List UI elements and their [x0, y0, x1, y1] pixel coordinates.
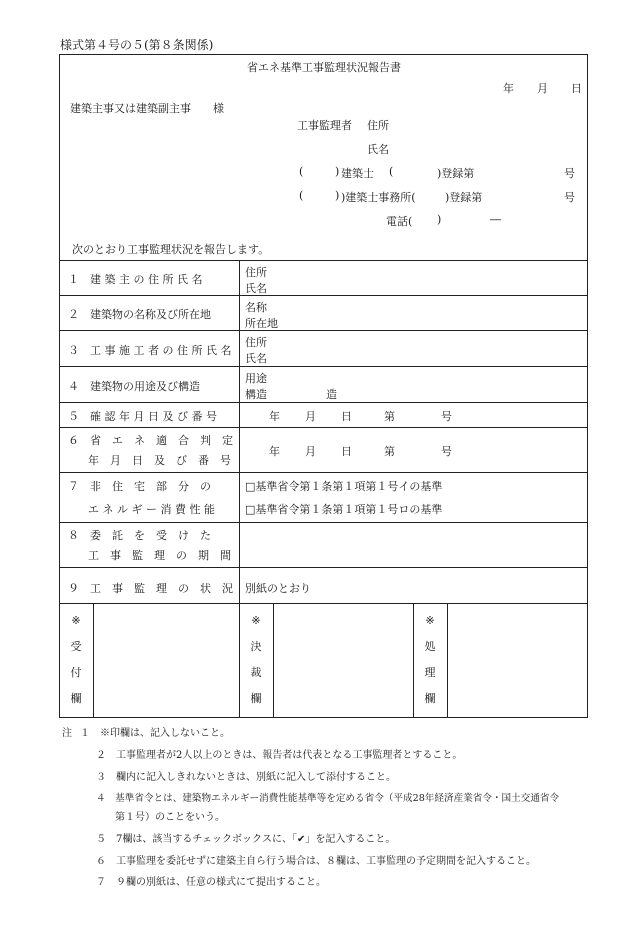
notes-prefix: 注 [62, 728, 72, 739]
row5-label: ５ 確 認 年 月 日 及 び 番 号 [68, 410, 217, 423]
date-day: 日 [571, 82, 582, 95]
jimusho-touroku: )登録第 [445, 191, 483, 204]
kenchikushi-paren-open: ( [299, 165, 304, 178]
row5-day: 日 [341, 410, 352, 423]
row4-label: ４ 建築物の用途及び構造 [68, 380, 200, 393]
jimusho-paren-close: ) [335, 189, 340, 202]
shori-column [420, 608, 440, 712]
kessai-char-1: 決 [250, 640, 262, 653]
kessai-char-3: 欄 [250, 692, 262, 705]
row4-sub1: 用途 [245, 372, 267, 385]
note-4b: 第１号）のことをいう。 [115, 812, 225, 823]
kenchikushi-paren-open-2: ( [389, 165, 394, 178]
row4-sub2: 構造 [245, 388, 267, 401]
kessai-char-2: 裁 [250, 666, 262, 679]
shori-char-3: 欄 [424, 692, 436, 705]
shori-char-2: 理 [424, 666, 436, 679]
reporter-kanri-label: 工事監理者 [297, 119, 352, 132]
uketsuke-column [66, 608, 86, 712]
shori-mark: ※ [425, 614, 435, 627]
intro-text: 次のとおり工事監理状況を報告します。 [72, 243, 270, 256]
shori-char-1: 処 [424, 640, 436, 653]
reporter-address-label: 住所 [367, 119, 389, 132]
row7-option-2[interactable]: □基準省令第１条第１項第１号ロの基準 [245, 503, 443, 516]
note-2: ２ 工事監理者が2人以上のときは、報告者は代表となる工事監理者とすること。 [96, 750, 463, 761]
jimusho-label: )建築士事務所( [341, 191, 416, 204]
row1-label: １ 建 築 主 の 住 所 氏 名 [68, 273, 203, 286]
kenchikushi-go: 号 [564, 167, 575, 180]
reporter-name-label: 氏名 [367, 143, 389, 156]
note-4a: ４ 基準省令とは、建築物エネルギー消費性能基準等を定める省令（平成28年経済産業省令・国土交通省令 [96, 793, 560, 804]
row2-label: ２ 建築物の名称及び所在地 [68, 308, 211, 321]
row9-label: ９ 工 事 監 理 の 状 況 [68, 582, 233, 595]
row5-dai: 第 [384, 410, 395, 423]
row7-option-1[interactable]: □基準省令第１条第１項第１号イの基準 [245, 480, 443, 493]
note-6: ６ 工事監理を委託せずに建築主自ら行う場合は、８欄は、工事監理の予定期間を記入すること。 [96, 856, 536, 867]
row1-sub2: 氏名 [245, 282, 267, 295]
row4-zou: 造 [326, 388, 337, 401]
row3-sub2: 氏名 [245, 352, 267, 365]
row6-day: 日 [341, 445, 352, 458]
row6-dai: 第 [384, 445, 395, 458]
kenchikushi-touroku: )登録第 [437, 167, 475, 180]
kessai-mark: ※ [251, 614, 261, 627]
row2-sub1: 名称 [245, 301, 267, 314]
note-1: １ ※印欄は、記入しないこと。 [80, 728, 230, 739]
row8-label-2: 工 事 監 理 の 期 間 [88, 549, 231, 562]
row5-go: 号 [441, 410, 452, 423]
date-year: 年 [503, 82, 514, 95]
row9-value: 別紙のとおり [245, 582, 311, 595]
row5-month: 月 [305, 410, 316, 423]
row3-label: ３ 工 事 施 工 者 の 住 所 氏 名 [68, 344, 232, 357]
date-month: 月 [537, 82, 548, 95]
note-3: ３ 欄内に記入しきれないときは、別紙に記入して添付すること。 [96, 772, 396, 783]
row8-label-1: ８ 委 託 を 受 け た [68, 529, 211, 542]
phone-dash: ― [490, 213, 501, 226]
kessai-column [246, 608, 266, 712]
row6-label-2: 年 月 日 及 び 番 号 [88, 454, 231, 467]
uketsuke-char-1: 受 [70, 640, 82, 653]
row7-label-1: ７ 非 住 宅 部 分 の [68, 480, 211, 493]
row1-sub1: 住所 [245, 266, 267, 279]
row2-sub2: 所在地 [245, 317, 278, 330]
note-7: ７ ９欄の別紙は、任意の様式にて提出すること。 [96, 877, 326, 888]
uketsuke-char-3: 欄 [70, 692, 82, 705]
phone-paren-close: ) [437, 213, 442, 226]
kenchikushi-paren-close: ) [335, 165, 340, 178]
note-5: ５ 7欄は、該当するチェックボックスに、「✔」を記入すること。 [96, 834, 396, 845]
row6-month: 月 [305, 445, 316, 458]
form-title: 省エネ基準工事監理状況報告書 [247, 61, 401, 74]
row6-go: 号 [441, 445, 452, 458]
jimusho-paren-open: ( [299, 189, 304, 202]
uketsuke-char-2: 付 [70, 666, 82, 679]
uketsuke-mark: ※ [71, 614, 81, 627]
kenchikushi-label: 建築士 [341, 167, 374, 180]
row3-sub1: 住所 [245, 336, 267, 349]
phone-label: 電話( [386, 215, 413, 228]
jimusho-go: 号 [564, 191, 575, 204]
row7-label-2: エ ネ ル ギ ー 消 費 性 能 [88, 503, 215, 516]
row5-year: 年 [269, 410, 280, 423]
addressee: 建築主事又は建築副主事 様 [70, 102, 224, 115]
row6-label-1: ６ 省 エ ネ 適 合 判 定 [68, 434, 233, 447]
form-number: 様式第４号の５(第８条関係) [60, 38, 214, 52]
row6-year: 年 [269, 445, 280, 458]
